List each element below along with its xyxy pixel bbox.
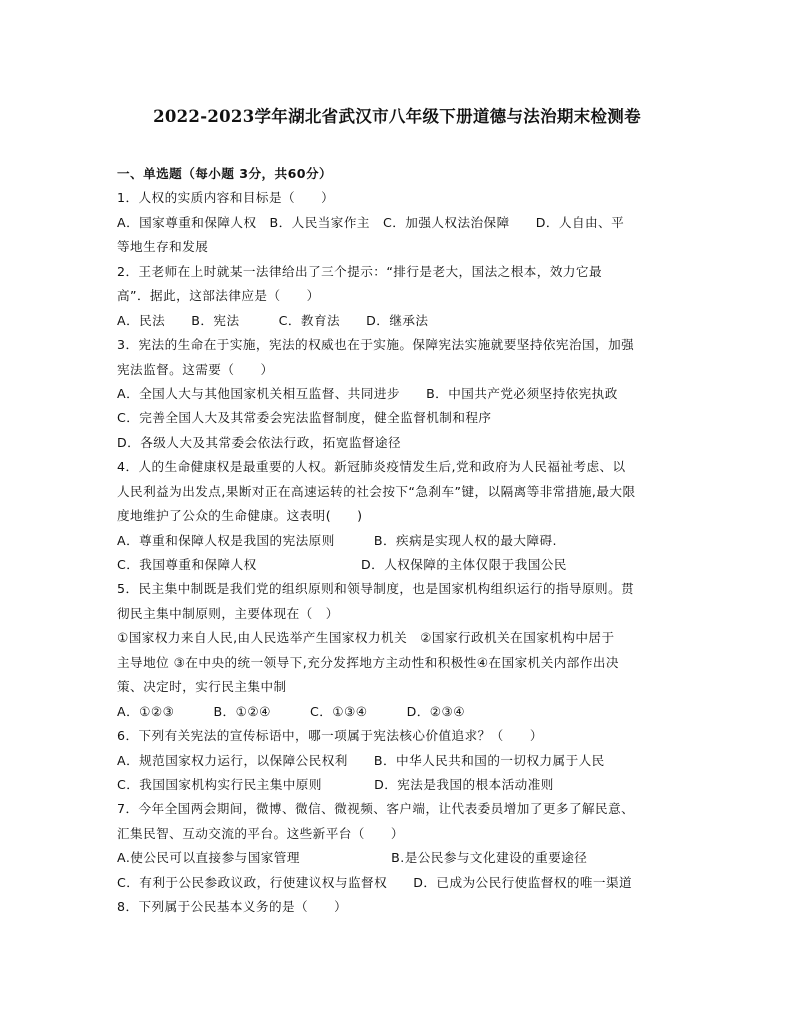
question-line: A.使公民可以直接参与国家管理 B.是公民参与文化建设的重要途径 <box>117 850 588 866</box>
question-line: A．国家尊重和保障人权 B．人民当家作主 C．加强人权法治保障 D．人自由、平 <box>117 214 625 230</box>
question-line: 3．宪法的生命在于实施，宪法的权威也在于实施。保障宪法实施就要坚持依宪治国，加强 <box>117 337 635 353</box>
question-line: 汇集民智、互动交流的平台。这些新平台（ ） <box>117 825 404 841</box>
question-line: C．有利于公民参政议政，行使建议权与监督权 D．已成为公民行使监督权的唯一渠道 <box>117 874 633 890</box>
question-line: ①国家权力来自人民,由人民选举产生国家权力机关 ②国家行政机关在国家机构中居于 <box>117 630 615 646</box>
question-line: 等地生存和发展 <box>117 239 209 255</box>
question-line: 6．下列有关宪法的宣传标语中，哪一项属于宪法核心价值追求？（ ） <box>117 728 543 744</box>
question-line: 2．王老师在上时就某一法律给出了三个提示：“排行是老大，国法之根本，效力它最 <box>117 263 603 279</box>
question-line: A．①②③ B．①②④ C．①③④ D．②③④ <box>117 703 465 719</box>
section-heading: 一、单选题（每小题 3分，共60分） <box>117 166 333 181</box>
question-line: 度地维护了公众的生命健康。这表明( ) <box>117 508 363 524</box>
question-line: 4．人的生命健康权是最重要的人权。新冠肺炎疫情发生后,党和政府为人民福祉考虑、以 <box>117 459 626 475</box>
question-line: D．各级人大及其常委会依法行政，拓宽监督途径 <box>117 434 402 450</box>
question-line: 1．人权的实质内容和目标是（ ） <box>117 190 335 206</box>
question-line: 8．下列属于公民基本义务的是（ ） <box>117 899 348 915</box>
question-line: 宪法监督。这需要（ ） <box>117 361 274 377</box>
question-line: 高”．据此，这部法律应是（ ） <box>117 288 320 304</box>
document-body <box>117 162 692 920</box>
question-line: C．我国尊重和保障人权 D．人权保障的主体仅限于我国公民 <box>117 557 567 572</box>
question-line: A．尊重和保障人权是我国的宪法原则 B．疾病是实现人权的最大障碍. <box>117 532 558 548</box>
question-line: A．规范国家权力运行，以保障公民权利 B．中华人民共和国的一切权力属于人民 <box>117 752 605 768</box>
question-line: 人民利益为出发点,果断对正在高速运转的社会按下“急刹车”键，以隔离等非常措施,最大限 <box>117 483 636 499</box>
question-line: 策、决定时，实行民主集中制 <box>117 679 287 695</box>
question-line: 7．今年全国两会期间，微博、微信、微视频、客户端，让代表委员增加了更多了解民意、 <box>117 801 635 817</box>
question-line: 主导地位 ③在中央的统一领导下,充分发挥地方主动性和积极性④在国家机关内部作出决 <box>117 654 619 670</box>
question-line: C．我国国家机构实行民主集中原则 D．宪法是我国的根本活动准则 <box>117 776 554 792</box>
question-line: 5．民主集中制既是我们党的组织原则和领导制度，也是国家机构组织运行的指导原则。贯 <box>117 581 635 597</box>
question-line: 彻民主集中制原则，主要体现在（ ） <box>117 605 339 621</box>
document-title: 2022-2023学年湖北省武汉市八年级下册道德与法治期末检测卷 <box>153 107 641 126</box>
question-line: C．完善全国人大及其常委会宪法监督制度，健全监督机制和程序 <box>117 410 492 426</box>
question-line: A．民法 B．宪法 C．教育法 D．继承法 <box>117 312 429 328</box>
question-line: A．全国人大与其他国家机关相互监督、共同进步 B．中国共产党必须坚持依宪执政 <box>117 385 618 401</box>
